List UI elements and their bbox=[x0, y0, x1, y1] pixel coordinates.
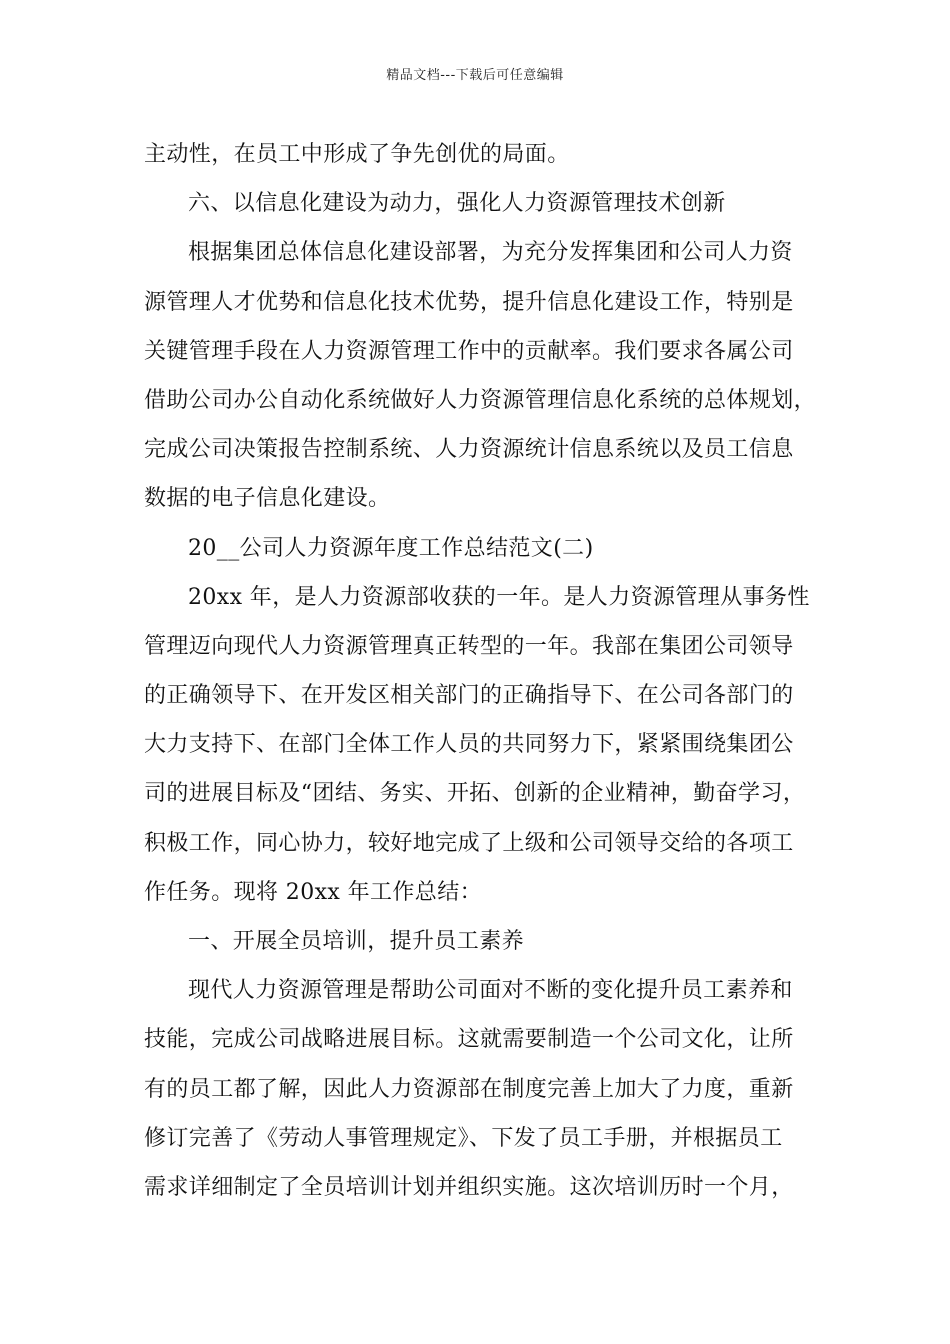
text-line: 作任务。现将 20xx 年工作总结： bbox=[144, 879, 482, 905]
text-line: 司的进展目标及“团结、务实、开拓、创新的企业精神，勤奋学习， bbox=[144, 781, 806, 807]
text-line: 主动性，在员工中形成了争先创优的局面。 bbox=[144, 142, 570, 167]
text-line: 有的员工都了解，因此人力资源部在制度完善上加大了力度，重新 bbox=[144, 1076, 794, 1102]
text-line: 现代人力资源管理是帮助公司面对不断的变化提升员工素养和 bbox=[188, 978, 793, 1004]
text-line: 源管理人才优势和信息化技术优势，提升信息化建设工作，特别是 bbox=[144, 289, 794, 315]
section-heading: 一、开展全员培训，提升员工素养 bbox=[188, 929, 525, 954]
text-line: 数据的电子信息化建设。 bbox=[144, 486, 391, 512]
text-line: 20xx 年，是人力资源部收获的一年。是人力资源管理从事务性 bbox=[188, 584, 810, 610]
text-line: 根据集团总体信息化建设部署，为充分发挥集团和公司人力资 bbox=[188, 240, 793, 266]
text-line: 需求详细制定了全员培训计划并组织实施。这次培训历时一个月， bbox=[144, 1174, 794, 1200]
text-line: 的正确领导下、在开发区相关部门的正确指导下、在公司各部门的 bbox=[144, 683, 794, 709]
text-line: 修订完善了《劳动人事管理规定》、下发了员工手册，并根据员工 bbox=[144, 1125, 783, 1151]
text-line: 管理迈向现代人力资源管理真正转型的一年。我部在集团公司领导 bbox=[144, 633, 794, 659]
document-title: 20__公司人力资源年度工作总结范文(二) bbox=[188, 535, 594, 561]
page-header: 精品文档---下载后可任意编辑 bbox=[386, 68, 564, 83]
section-heading: 六、以信息化建设为动力，强化人力资源管理技术创新 bbox=[188, 191, 726, 217]
document-body bbox=[144, 130, 817, 1212]
text-line: 完成公司决策报告控制系统、人力资源统计信息系统以及员工信息 bbox=[144, 437, 794, 463]
text-line: 大力支持下、在部门全体工作人员的共同努力下，紧紧围绕集团公 bbox=[144, 732, 794, 758]
text-line: 技能，完成公司战略进展目标。这就需要制造一个公司文化，让所 bbox=[144, 1027, 794, 1053]
text-line: 借助公司办公自动化系统做好人力资源管理信息化系统的总体规划， bbox=[144, 387, 817, 413]
text-line: 关键管理手段在人力资源管理工作中的贡献率。我们要求各属公司 bbox=[144, 338, 794, 364]
text-line: 积极工作，同心协力，较好地完成了上级和公司领导交给的各项工 bbox=[144, 830, 794, 856]
